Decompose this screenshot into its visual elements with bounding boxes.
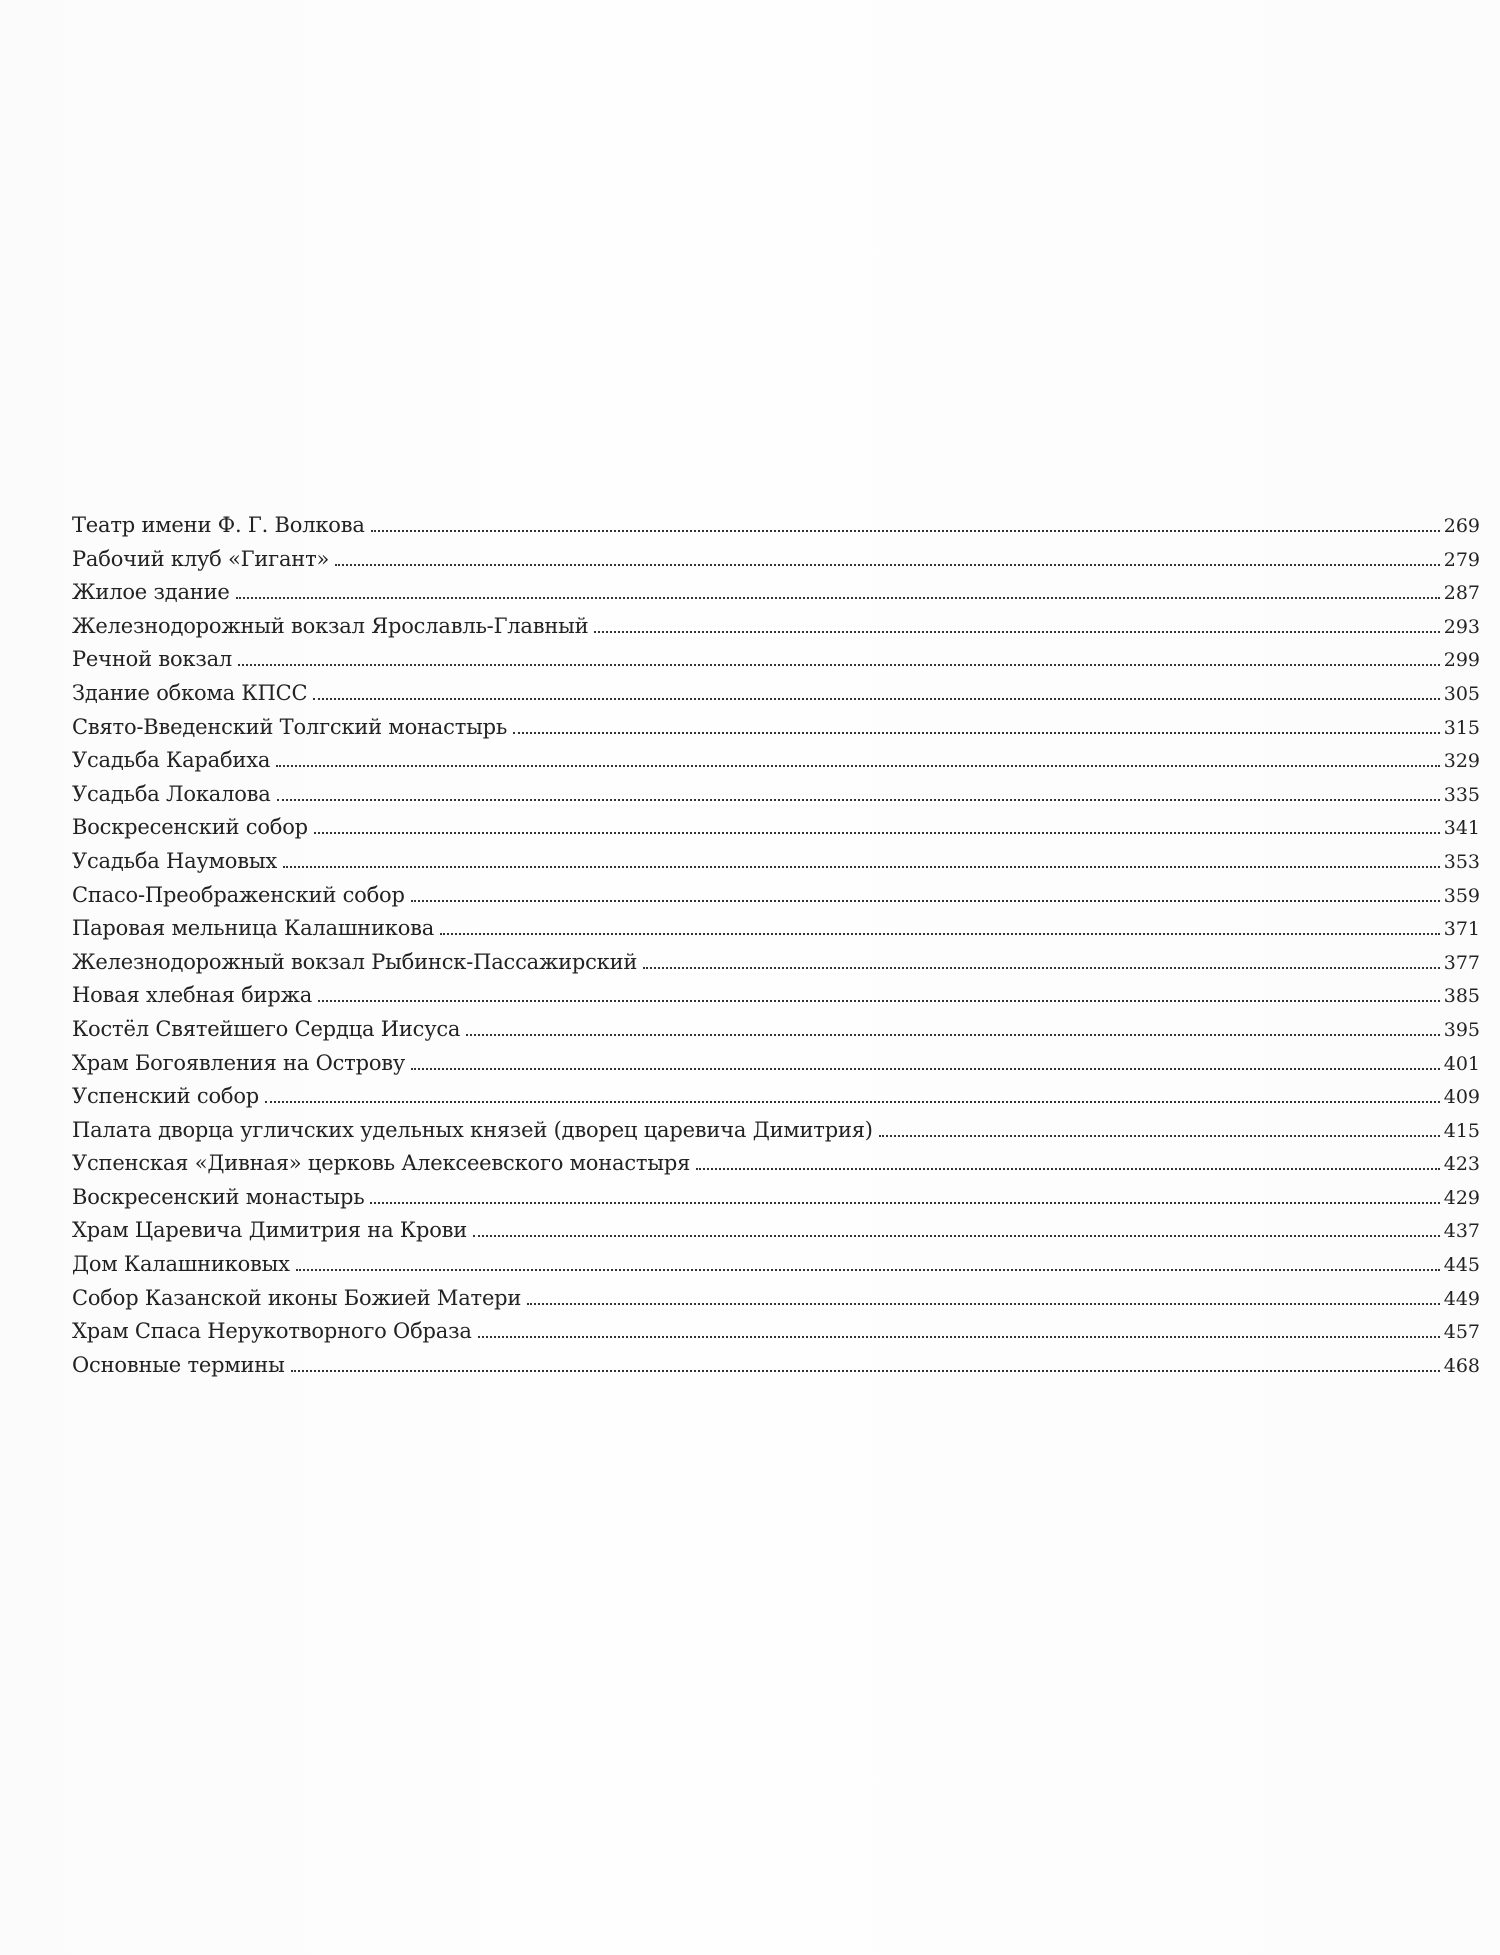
dot-leader	[594, 631, 1439, 633]
toc-entry-page-number: 457	[1443, 1321, 1480, 1344]
toc-entry-page-number: 429	[1443, 1186, 1480, 1209]
toc-entry-title: Здание обкома КПСС	[72, 680, 308, 705]
dot-leader	[318, 1000, 1440, 1002]
toc-entry	[72, 711, 1480, 745]
table-of-contents	[72, 509, 1480, 1382]
dot-leader	[313, 698, 1439, 700]
toc-entry	[72, 1248, 1480, 1282]
toc-entry-title: Паровая мельница Калашникова	[72, 916, 435, 941]
toc-entry	[72, 643, 1480, 677]
toc-entry-title: Усадьба Локалова	[72, 781, 271, 806]
dot-leader	[236, 597, 1440, 599]
toc-entry	[72, 1214, 1480, 1248]
toc-entry	[72, 1349, 1480, 1383]
dot-leader	[265, 1101, 1440, 1103]
toc-entry	[72, 845, 1480, 879]
toc-entry-page-number: 359	[1443, 884, 1480, 907]
dot-leader	[440, 933, 1440, 935]
toc-entry-title: Воскресенский монастырь	[72, 1184, 365, 1209]
toc-entry	[72, 879, 1480, 913]
toc-entry-title: Свято-Введенский Толгский монастырь	[72, 714, 508, 739]
toc-entry-title: Новая хлебная биржа	[72, 983, 313, 1008]
toc-entry-title: Железнодорожный вокзал Ярославль-Главный	[72, 613, 589, 638]
dot-leader	[411, 1068, 1440, 1070]
toc-entry-page-number: 468	[1443, 1354, 1480, 1377]
toc-entry	[72, 1181, 1480, 1215]
toc-entry-page-number: 305	[1443, 682, 1480, 705]
toc-entry	[72, 1047, 1480, 1081]
toc-entry	[72, 1147, 1480, 1181]
toc-entry-page-number: 401	[1443, 1052, 1480, 1075]
toc-entry-title: Железнодорожный вокзал Рыбинск-Пассажирский	[72, 949, 638, 974]
toc-entry	[72, 912, 1480, 946]
toc-entry-page-number: 445	[1443, 1254, 1480, 1277]
dot-leader	[296, 1269, 1440, 1271]
toc-entry	[72, 744, 1480, 778]
toc-entry-page-number: 395	[1443, 1018, 1480, 1041]
toc-entry	[72, 610, 1480, 644]
toc-entry-page-number: 329	[1443, 750, 1480, 773]
toc-entry	[72, 778, 1480, 812]
toc-entry	[72, 1013, 1480, 1047]
toc-entry-page-number: 409	[1443, 1086, 1480, 1109]
toc-entry	[72, 1315, 1480, 1349]
dot-leader	[473, 1235, 1440, 1237]
toc-entry	[72, 543, 1480, 577]
toc-entry-title: Усадьба Карабиха	[72, 748, 271, 773]
toc-entry	[72, 811, 1480, 845]
toc-entry	[72, 677, 1480, 711]
toc-entry-title: Собор Казанской иконы Божией Матери	[72, 1285, 522, 1310]
dot-leader	[335, 564, 1440, 566]
toc-entry-page-number: 269	[1443, 515, 1480, 537]
toc-entry-page-number: 287	[1443, 582, 1480, 605]
dot-leader	[238, 664, 1440, 666]
toc-entry-page-number: 449	[1443, 1287, 1480, 1310]
toc-entry-title: Жилое здание	[72, 580, 230, 605]
toc-entry-page-number: 423	[1443, 1153, 1480, 1176]
toc-entry-page-number: 371	[1443, 918, 1480, 941]
dot-leader	[879, 1135, 1440, 1137]
toc-entry-page-number: 299	[1443, 649, 1480, 672]
dot-leader	[291, 1370, 1440, 1372]
dot-leader	[276, 765, 1440, 767]
toc-entry	[72, 979, 1480, 1013]
dot-leader	[277, 799, 1440, 801]
toc-entry-page-number: 415	[1443, 1119, 1480, 1142]
toc-entry-title: Успенский собор	[72, 1084, 260, 1109]
dot-leader	[314, 832, 1440, 834]
dot-leader	[643, 967, 1440, 969]
toc-entry-page-number: 385	[1443, 985, 1480, 1008]
toc-entry	[72, 509, 1480, 543]
toc-entry-title: Дом Калашниковых	[72, 1252, 290, 1277]
toc-entry-title: Спасо-Преображенский собор	[72, 882, 405, 907]
toc-entry-page-number: 293	[1443, 615, 1480, 638]
toc-entry-title: Палата дворца угличских удельных князей (дворец царевича Димитрия)	[72, 1117, 873, 1142]
dot-leader	[370, 1202, 1439, 1204]
toc-entry-title: Костёл Святейшего Сердца Иисуса	[72, 1016, 461, 1041]
toc-entry	[72, 1282, 1480, 1316]
toc-entry	[72, 946, 1480, 980]
dot-leader	[466, 1034, 1439, 1036]
toc-entry-title: Речной вокзал	[72, 647, 233, 672]
toc-entry-title: Храм Богоявления на Острову	[72, 1050, 406, 1075]
dot-leader	[513, 732, 1440, 734]
toc-entry-title: Храм Спаса Нерукотворного Образа	[72, 1319, 472, 1344]
toc-entry-page-number: 437	[1443, 1220, 1480, 1243]
toc-entry-page-number: 315	[1443, 716, 1480, 739]
toc-entry-title: Усадьба Наумовых	[72, 848, 278, 873]
toc-entry-title: Храм Царевича Димитрия на Крови	[72, 1218, 468, 1243]
toc-entry-page-number: 279	[1443, 548, 1480, 571]
toc-entry-page-number: 353	[1443, 850, 1480, 873]
toc-entry	[72, 1080, 1480, 1114]
dot-leader	[371, 530, 1440, 532]
toc-entry-page-number: 335	[1443, 783, 1480, 806]
toc-entry-page-number: 341	[1443, 817, 1480, 840]
toc-entry	[72, 1114, 1480, 1148]
toc-entry-title: Основные термины	[72, 1352, 285, 1377]
dot-leader	[696, 1168, 1440, 1170]
toc-entry-title: Воскресенский собор	[72, 815, 308, 840]
toc-entry-title: Успенская «Дивная» церковь Алексеевского монастыря	[72, 1151, 691, 1176]
toc-entry-title: Рабочий клуб «Гигант»	[72, 546, 330, 571]
dot-leader	[527, 1303, 1440, 1305]
toc-entry-page-number: 377	[1443, 951, 1480, 974]
toc-entry-title: Театр имени Ф. Г. Волкова	[72, 513, 365, 537]
dot-leader	[478, 1336, 1440, 1338]
dot-leader	[411, 900, 1440, 902]
dot-leader	[283, 866, 1440, 868]
toc-entry	[72, 576, 1480, 610]
